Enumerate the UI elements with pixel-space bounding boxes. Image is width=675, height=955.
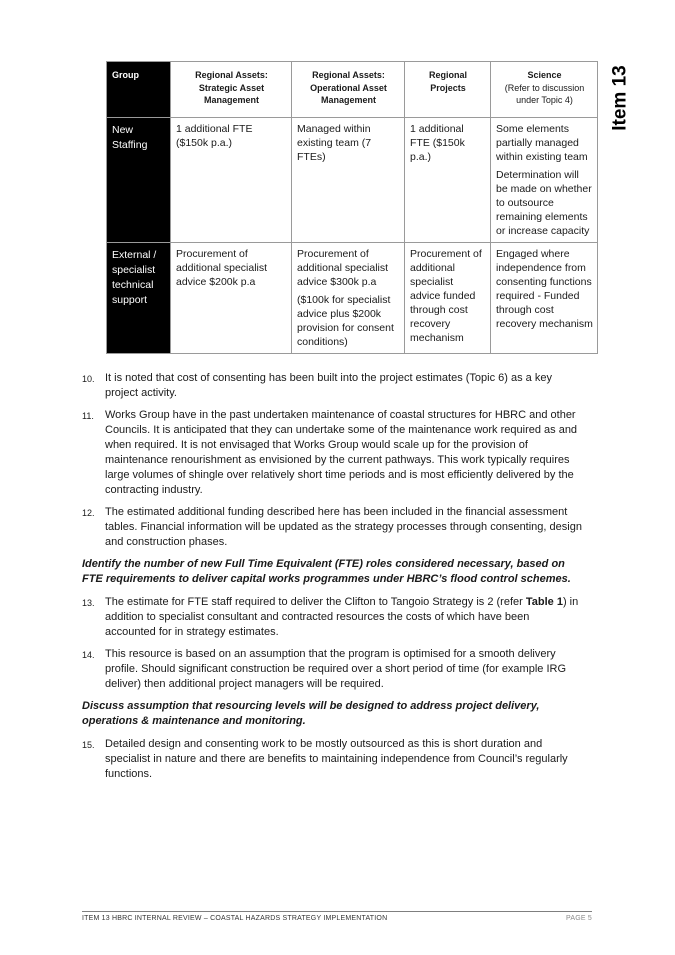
cell-text: Engaged where independence from consenting functions required - Funded through cost recovery mechanism [496,248,593,330]
table-cell [292,118,405,243]
paragraph-text [105,595,582,640]
header-group: Group [107,62,171,118]
paragraph-number: 10. [82,374,95,384]
group-external-support: External / specialist technical support [107,243,171,354]
cell-text: 1 additional FTE ($150k p.a.) [176,123,253,149]
paragraph-14 [82,647,582,692]
item-number-label: Item 13 [610,65,632,131]
cell-text: Determination will be made on whether to outsource remaining elements or increase capacity [496,169,592,237]
header-science-title: Science [527,70,562,80]
table-cell [405,243,491,354]
paragraph-15 [82,737,582,782]
table-reference: Table 1 [525,596,563,608]
paragraph-text: Detailed design and consenting work to be mostly outsourced as this is short duration and specialist in nature and there are benefits to maintaining independence from Council’s regularly functions. [105,738,568,780]
header-strategic-asset-management: Regional Assets: Strategic Asset Management [171,62,292,118]
cell-text: ($100k for specialist advice plus $200k provision for consent conditions) [297,294,394,348]
cell-text: Managed within existing team (7 FTEs) [297,123,372,163]
page-number: PAGE 5 [566,915,592,922]
table-row-new-staffing [107,118,598,243]
paragraph-12 [82,505,582,550]
paragraph-number: 15. [82,740,95,750]
cell-text: Procurement of additional specialist advice $200k p.a [176,248,268,288]
paragraph-text-end: ) in addition to specialist consultant and contracted resources the costs of which have been accounted for in strategy estimates. [105,596,579,638]
resourcing-table [106,61,598,354]
paragraph-number: 11. [82,411,94,421]
table-cell [292,243,405,354]
cell-text: Procurement of additional specialist advice funded through cost recovery mechanism [410,248,482,344]
table-cell [491,118,598,243]
item-number-tab [604,58,638,138]
paragraph-text-start: The estimate for FTE staff required to deliver the Clifton to Tangoio Strategy is 2 (refer [105,596,526,608]
paragraph-number: 12. [82,508,95,518]
group-new-staffing: New Staffing [107,118,171,243]
header-science [491,62,598,118]
paragraph-text: This resource is based on an assumption that the program is optimised for a smooth delivery profile. Should significant construction be required over a short period of time (for example IRG deliver) then additional project managers will be required. [105,648,567,690]
paragraph-13 [82,595,582,640]
cell-text: 1 additional FTE ($150k p.a.) [410,123,465,163]
question-resourcing-assumption: Discuss assumption that resourcing levels will be designed to address project delivery, operations & maintenance and monitoring. [82,700,540,727]
table-header-row [107,62,598,118]
paragraph-text: It is noted that cost of consenting has been built into the project estimates (Topic 6) as a key project activity. [105,372,552,399]
header-science-note: (Refer to discussion under Topic 4) [504,82,585,105]
table-cell [171,118,292,243]
paragraph-number: 14. [82,650,95,660]
table-row-external-support [107,243,598,354]
paragraph-number: 13. [82,598,95,608]
body-text [82,371,582,789]
cell-text: Procurement of additional specialist advice $300k p.a [297,248,389,288]
table-cell [491,243,598,354]
table-cell [171,243,292,354]
header-regional-projects: Regional Projects [405,62,491,118]
question-fte-roles: Identify the number of new Full Time Equivalent (FTE) roles considered necessary, based on FTE requirements to deliver capital works programmes under HBRC’s flood control schemes. [82,558,571,585]
table-cell [405,118,491,243]
cell-text: Some elements partially managed within existing team [496,123,588,163]
paragraph-text: Works Group have in the past undertaken maintenance of coastal structures for HBRC and other Councils. It is anticipated that they can undertake some of the maintenance work required as and when required. It is not envisaged that Works Group would scale up for the provision of maintenance renourishment as envisioned by the current pathways. This work typically requires large volumes of shingle over relatively short time periods and is most efficiently delivered by the contracting industry. [105,409,578,496]
header-operational-asset-management: Regional Assets: Operational Asset Management [292,62,405,118]
paragraph-11 [82,408,582,498]
footer-title: ITEM 13 HBRC INTERNAL REVIEW – COASTAL HAZARDS STRATEGY IMPLEMENTATION [82,915,388,922]
page-footer [82,911,592,922]
paragraph-10 [82,371,582,401]
paragraph-text: The estimated additional funding described here has been included in the financial assessment tables. Financial information will be updated as the strategy processes through consenting, design and construction phases. [105,506,582,548]
